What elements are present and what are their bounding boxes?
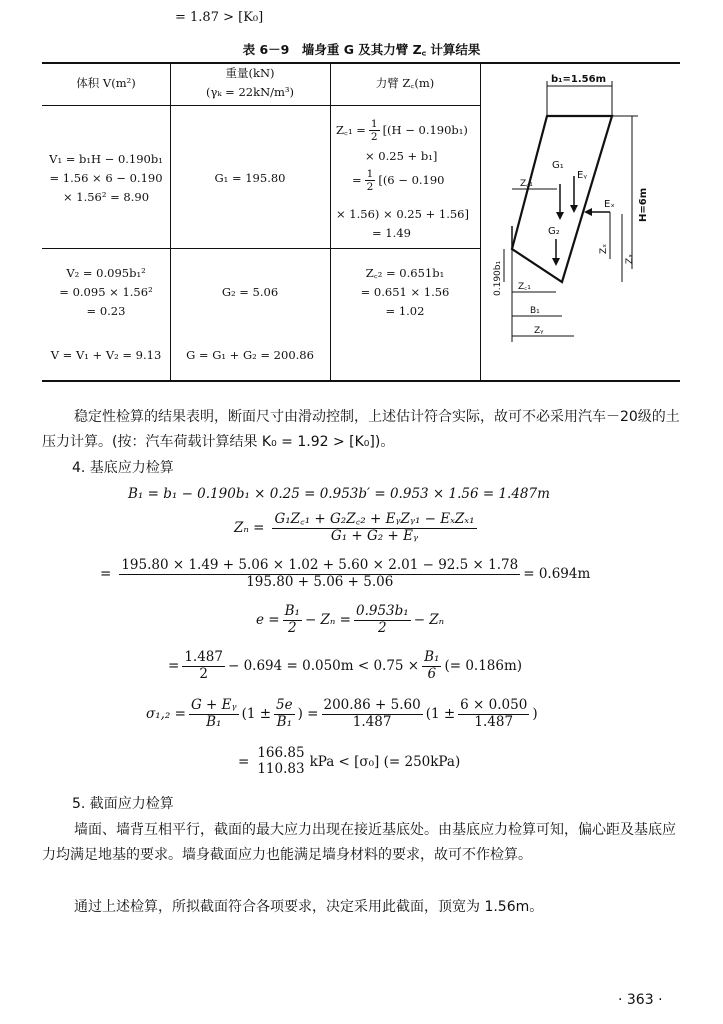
wall-base <box>512 249 562 282</box>
row2-volume-l3: = 0.23 <box>86 304 126 318</box>
eq-zn-value <box>100 558 590 590</box>
eq-e-den1: 2 <box>287 619 297 636</box>
eq-zn-den: G₁ + G₂ + Eᵧ <box>330 527 419 544</box>
table-header-rule <box>42 105 480 106</box>
ey-label: Eᵧ <box>577 170 588 181</box>
eq-e-mid: − Zₙ = <box>304 612 351 629</box>
eq-sigma-den4: 1.487 <box>474 713 514 730</box>
section-stress-paragraph: 墙面、墙背互相平行，截面的最大应力出现在接近基底处。由基底应力检算可知，偏心距及基底应力均满足地基的要求。墙身截面应力也能满足墙身材料的要求，故可不作检算。 <box>42 822 676 863</box>
zx-label: Zₓ <box>599 243 609 254</box>
row2-arm-l2: = 0.651 × 1.56 <box>360 285 450 299</box>
eq-sigma-num1: G + Eᵧ <box>190 697 237 713</box>
section-4-heading: 4. 基底应力检算 <box>72 460 174 476</box>
ex-arrowhead <box>584 208 592 216</box>
eq-zn-value-num: 195.80 × 1.49 + 5.06 × 1.02 + 5.60 × 2.01 − 92.5 × 1.78 <box>121 557 519 573</box>
zx2-label: Zₓ <box>625 253 635 264</box>
eq-e-value-frac2 <box>422 650 441 682</box>
eq-sigma-value-den: 110.83 <box>257 760 305 777</box>
eq-e-value-num1: 1.487 <box>184 649 223 665</box>
wall-outline <box>512 116 612 282</box>
table-caption: 表 6－9 墙身重 G 及其力臂 Z꜀ 计算结果 <box>242 42 481 57</box>
row1-arm-num-b: 1 <box>366 168 374 180</box>
row1-arm-text-1: [(H − 0.190b₁) <box>382 123 468 138</box>
eq-sigma-mid3: (1 ± <box>425 706 456 723</box>
g2-arrowhead <box>552 258 560 266</box>
row1-arm-num-a: 1 <box>370 118 378 130</box>
eq-e-lhs: e = <box>256 612 280 629</box>
eq-e-value-frac1 <box>182 650 225 682</box>
row1-arm-l4: × 1.56) × 0.25 + 1.56] <box>336 207 469 221</box>
row2-volume-l1: V₂ = 0.095b₁² <box>66 266 146 280</box>
row1-volume-l2: = 1.56 × 6 − 0.190 <box>49 171 163 185</box>
eq-sigma-mid1: (1 ± <box>241 706 272 723</box>
height-label: H=6m <box>638 187 649 222</box>
header-arm: 力臂 Z꜀(m) <box>375 76 435 90</box>
eq-sigma-value-frac <box>255 746 306 777</box>
row1-volume-l3: × 1.56² = 8.90 <box>62 190 150 204</box>
row1-volume-l1: V₁ = b₁H − 0.190b₁ <box>49 152 163 166</box>
eq-e-value-den1: 2 <box>199 665 208 682</box>
ex-label: Eₓ <box>604 199 615 210</box>
row2-volume-l2: = 0.095 × 1.56² <box>59 285 153 299</box>
eq-sigma-frac4 <box>458 698 529 730</box>
eq-e-value-den2: 6 <box>427 665 437 682</box>
row1-arm-text-3: [(6 − 0.190 <box>378 173 445 188</box>
zg1b-label: Z꜀₁ <box>518 282 531 292</box>
g1-label: G₁ <box>552 160 564 171</box>
eq-zn-value-den: 195.80 + 5.06 + 5.06 <box>246 573 394 590</box>
row2-arm-l1: Z꜀₂ = 0.651b₁ <box>365 266 445 280</box>
eq-sigma-lhs: σ₁,₂ = <box>146 706 186 723</box>
eq-sigma-num4: 6 × 0.050 <box>460 697 528 713</box>
eq-sigma-value <box>238 746 460 777</box>
total-volume: V = V₁ + V₂ = 9.13 <box>50 348 162 362</box>
wall-section-diagram <box>482 64 682 378</box>
row1-arm-l2: × 0.25 + b₁] <box>365 149 438 163</box>
conclusion-paragraph: 通过上述检算，所拟截面符合各项要求，决定采用此截面，顶宽为 1.56m。 <box>74 899 544 915</box>
eq-e-rhs: − Zₙ <box>413 612 445 629</box>
row1-arm-fraction-a <box>369 118 380 143</box>
g2-label: G₂ <box>548 226 560 237</box>
eq-zn-lhs: Zₙ = <box>234 520 265 537</box>
eq-zn-fraction <box>272 512 476 544</box>
header-weight: 重量(kN) <box>225 66 275 80</box>
eq-sigma-den3: 1.487 <box>352 713 392 730</box>
eq-sigma-value-num: 166.85 <box>257 745 305 761</box>
row1-weight: G₁ = 195.80 <box>214 171 286 185</box>
eq-sigma-mid2: ) = <box>297 706 319 723</box>
page-number: · 363 · <box>618 992 663 1008</box>
row2-weight: G₂ = 5.06 <box>221 285 279 299</box>
header-weight-unit: (γₖ = 22kN/m³) <box>205 85 295 99</box>
row1-arm-l5: = 1.49 <box>372 226 411 240</box>
eq-e-value-rhs: (= 0.186m) <box>444 658 523 675</box>
eq-sigma-value-rhs: kPa < [σ₀] (= 250kPa) <box>309 753 461 770</box>
eq-e-num1: B₁ <box>284 603 300 619</box>
row1-arm-eq: = <box>352 173 362 188</box>
eq-zn-value-fraction <box>119 558 520 590</box>
row1-arm-prefix: Z꜀₁ = <box>336 123 366 138</box>
eq-zn <box>234 512 480 544</box>
eq-sigma-den1: B₁ <box>206 713 222 730</box>
eq-e-value-mid: − 0.694 = 0.050m < 0.75 × <box>227 658 420 675</box>
eq-e-value <box>168 650 522 682</box>
zg1-label: Z꜀₁ <box>520 179 533 189</box>
row2-arm-l3: = 1.02 <box>385 304 425 318</box>
eq-sigma-frac3 <box>322 698 423 730</box>
table-bottom-rule <box>42 380 680 382</box>
eq-sigma-den2: B₁ <box>276 713 292 730</box>
row1-arm-den-a: 2 <box>370 131 378 144</box>
eq-e-value-num2: B₁ <box>424 649 440 665</box>
header-volume: 体积 V(m²) <box>76 76 136 90</box>
eq-sigma-rhs: ) <box>532 706 538 723</box>
row1-arm-l1 <box>336 118 468 143</box>
section-5-heading: 5. 截面应力检算 <box>72 796 174 812</box>
table-col-divider <box>170 62 171 380</box>
table-row-rule <box>42 248 480 249</box>
eq-e-frac1 <box>283 604 302 636</box>
eq-zn-value-lhs: = <box>100 566 112 583</box>
b1-label: B₁ <box>530 306 540 316</box>
toe-label: 0.190b₁ <box>493 260 503 296</box>
total-weight: G = G₁ + G₂ = 200.86 <box>186 348 314 362</box>
row1-arm-fraction-b <box>365 168 376 193</box>
table-col-divider <box>330 62 331 380</box>
stability-paragraph: 稳定性检算的结果表明，断面尺寸由滑动控制，上述估计符合实际，故可不必采用汽车－20级的土压力计算。(按：汽车荷载计算结果 K₀ = 1.92 > [K₀])。 <box>42 409 680 450</box>
eq-sigma <box>146 698 538 730</box>
zy-label: Zᵧ <box>534 326 544 336</box>
eq-b1: B₁ = b₁ − 0.190b₁ × 0.25 = 0.953b′ = 0.953 × 1.56 = 1.487m <box>128 486 550 502</box>
continued-result: = 1.87 > [K₀] <box>175 10 264 25</box>
row1-arm-l3 <box>352 168 445 193</box>
ey-arrowhead <box>570 205 578 213</box>
eq-sigma-value-lhs: = <box>238 753 250 770</box>
g1-arrowhead <box>556 212 564 220</box>
eq-sigma-num2: 5e <box>276 697 293 713</box>
eq-sigma-frac2 <box>274 698 295 730</box>
eq-zn-value-rhs: = 0.694m <box>523 566 591 583</box>
eq-e-value-lhs: = <box>168 658 180 675</box>
eq-e-den2: 2 <box>378 619 387 636</box>
eq-sigma-num3: 200.86 + 5.60 <box>323 697 421 713</box>
eq-zn-num: G₁Z꜀₁ + G₂Z꜀₂ + EᵧZᵧ₁ − EₓZₓ₁ <box>274 511 475 527</box>
table-col-divider <box>480 62 481 380</box>
eq-e-frac2 <box>354 604 411 636</box>
eq-sigma-frac1 <box>189 698 239 730</box>
eq-e <box>256 604 444 636</box>
eq-e-num2: 0.953b₁ <box>356 603 409 619</box>
row1-arm-den-b: 2 <box>366 181 374 194</box>
top-width-label: b₁=1.56m <box>551 74 607 85</box>
